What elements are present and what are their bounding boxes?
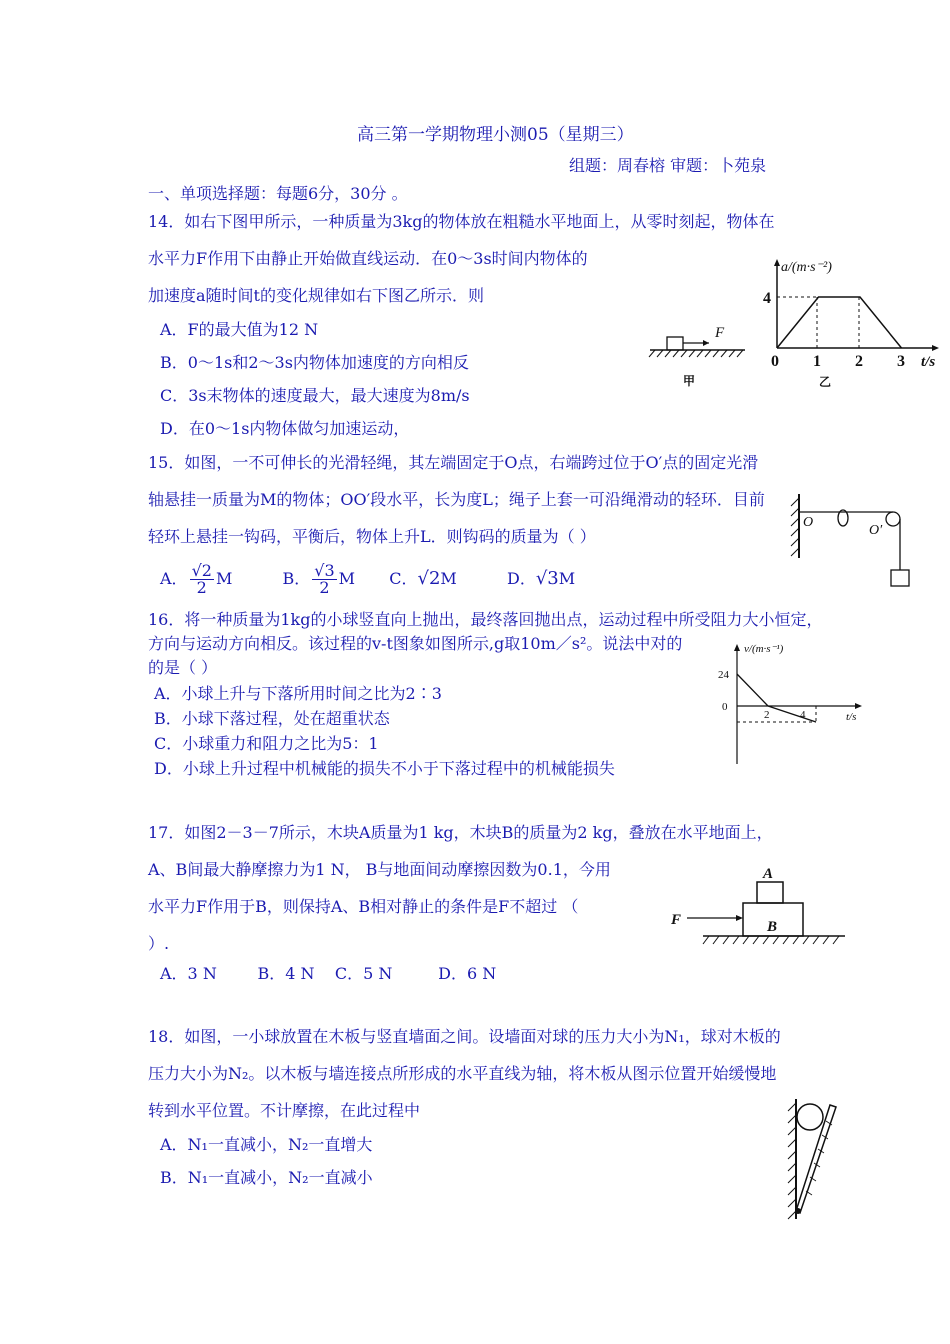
x-tick-3: 3 [897,353,905,370]
caption-yi: 乙 [819,375,832,389]
q15-option-a-mass: M [215,569,233,588]
pulley [886,512,900,526]
x-tick-1: 1 [813,353,821,370]
q14-figure-jia [645,315,750,390]
q15-option-a-label: A． [160,569,188,588]
x-tick-0: 0 [771,353,779,370]
q14-option-d: D．在0～1s内物体做匀加速运动， [160,419,410,438]
q17-options: A．3 N B．4 N C．5 N D．6 N [160,964,497,983]
q15-line2: 轴悬挂一质量为M的物体；OO′段水平，长为度L；绳子上套一可沿绳滑动的轻环．目前 [148,490,765,509]
q15-option-b-numerator: √3 [314,561,335,580]
hinge [795,1208,801,1214]
q14-option-b: B．0～1s和2～3s内物体加速度的方向相反 [160,353,469,372]
ball [797,1104,823,1130]
acceleration-line [777,297,902,348]
force-label: F [715,325,725,341]
q15-figure [785,492,920,592]
caption-jia: 甲 [683,374,696,388]
q17-line3: 水平力F作用于B，则保持A、B相对静止的条件是F不超过 （ [148,897,579,916]
x-tick-2: 2 [855,353,863,370]
section-heading: 一、单项选择题：每题6分，30分 。 [148,184,408,203]
q17-figure [665,860,850,952]
q18-option-b: B．N₁一直减小，N₂一直减小 [160,1168,373,1187]
v-label: v/(m·s⁻¹) [744,643,784,655]
q17-line1: 17．如图2－3－7所示，木块A质量为1 kg，木块B的质量为2 kg，叠放在水平地面上， [148,823,773,842]
q18-figure [780,1095,850,1225]
y-tick-4: 4 [763,290,771,307]
block-a [757,882,783,903]
q16-option-c: C．小球重力和阻力之比为5：1 [154,734,379,753]
v-tick-24: 24 [718,669,729,681]
q16-line3: 的是（ ） [148,658,218,677]
q15-option-d-value: √3 [535,568,559,589]
q15-option-a-numerator: √2 [191,561,212,580]
q15-option-b-denominator: 2 [319,578,330,597]
q15-option-b-mass: M [338,569,356,588]
label-b: B [767,919,778,935]
q15-line1: 15．如图，一不可伸长的光滑轻绳，其左端固定于O点，右端跨过位于O′点的固定光滑 [148,453,759,472]
q15-option-c-value: √2 [417,568,441,589]
q18-option-a: A．N₁一直减小，N₂一直增大 [160,1135,373,1154]
q15-option-a-denominator: 2 [196,578,207,597]
point-o: O [803,515,814,530]
point-o-prime: O′ [869,523,883,538]
q18-line3: 转到水平位置。不计摩擦，在此过程中 [148,1101,421,1120]
q15-options [160,558,575,600]
author-line: 组题：周春榕 审题：卜苑泉 [569,156,767,175]
q18-line2: 压力大小为N₂。以木板与墙连接点所形成的水平直线为轴，将木板从图示位置开始缓慢地 [148,1064,777,1083]
label-f: F [671,912,682,928]
page-title: 高三第一学期物理小测05（星期三） [357,125,634,145]
q14-line1: 14．如右下图甲所示，一种质量为3kg的物体放在粗糙水平地面上，从零时刻起，物体在 [148,212,775,231]
q18-line1: 18．如图，一小球放置在木板与竖直墙面之间。设墙面对球的压力大小为N₁，球对木板的 [148,1027,781,1046]
q14-option-c: C．3s末物体的速度最大，最大速度为8m/s [160,386,470,405]
ascent-line [737,674,768,706]
q15-option-d-label: D． [506,569,536,588]
q15-line3: 轻环上悬挂一钩码，平衡后，物体上升L．则钩码的质量为（ ） [148,527,596,546]
q16-option-d: D．小球上升过程中机械能的损失不小于下落过程中的机械能损失 [154,759,615,778]
t-label: t/s [846,711,857,723]
label-a: A [763,866,774,882]
q17-line2: A、B间最大静摩擦力为1 N， B与地面间动摩擦因数为0.1，今用 [148,860,611,879]
chart-xlabel: t/s [921,354,936,370]
q16-option-b: B．小球下落过程，处在超重状态 [154,709,390,728]
q16-option-a: A．小球上升与下落所用时间之比为2∶3 [154,684,442,703]
q17-line4: ）. [148,934,170,953]
q16-line1: 16．将一种质量为1kg的小球竖直向上抛出，最终落回抛出点，运动过程中所受阻力大小恒定， [148,610,823,629]
descent-line [768,706,816,722]
board [796,1105,836,1213]
q14-figure-yi [755,255,947,390]
hanging-mass [891,570,909,586]
q14-option-a: A．F的最大值为12 N [160,320,319,339]
q15-option-c-mass: M [440,569,457,588]
q15-option-b-label: B． [282,569,311,588]
q16-line2: 方向与运动方向相反。该过程的v-t图象如图所示,g取10m／s²。说法中对的 [148,634,683,653]
q15-option-d-mass: M [558,569,576,588]
q14-line2: 水平力F作用下由静止开始做直线运动．在0～3s时间内物体的 [148,249,588,268]
chart-ylabel: a/(m·s⁻²) [781,260,832,275]
q16-figure [712,640,867,768]
block [667,337,683,350]
q14-line3: 加速度a随时间t的变化规律如右下图乙所示．则 [148,286,484,305]
q15-option-c-label: C． [389,569,418,588]
t-tick-4: 4 [800,709,806,721]
t-tick-2: 2 [764,709,770,721]
v-tick-0: 0 [722,701,728,713]
